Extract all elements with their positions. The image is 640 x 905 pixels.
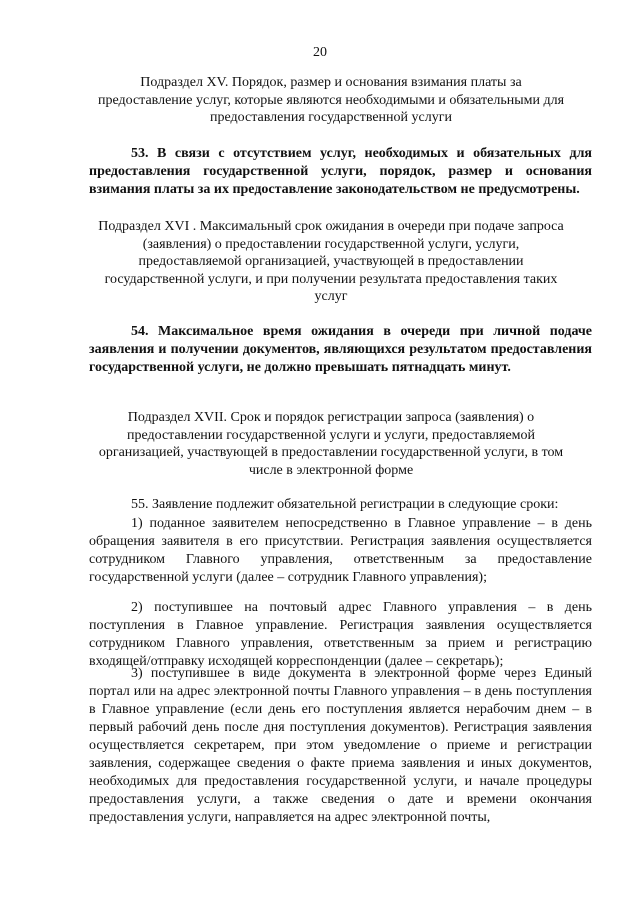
paragraph-55-item-1: 1) поданное заявителем непосредственно в Главное управление – в день обращения заявителя в его присутствии. Регистрация заявления осуществляется сотрудником Главного управления, ответственным за предоставление государственной услуги (далее – сотрудник Главного управления); [89, 516, 592, 585]
paragraph-55-item-3: 3) поступившее в виде документа в электронной форме через Единый портал или на адрес электронной почты Главного управления – в день поступления в Главное управление (если день его поступления является нерабочим днем – в первый рабочий день после дня поступления документов). Регистрация заявления осуществляется секретарем, при этом уведомление о приеме и регистрации заявления, содержащее сведения о факте приема заявления и иных документов, необходимых для предоставления государственной услуги, и начале процедуры предоставления услуги, а также сведения о дате и времени окончания предоставления услуги, направляется на адрес электронной почты, [89, 666, 592, 825]
paragraph-55-item-2: 2) поступившее на почтовый адрес Главного управления – в день поступления в Главное управление. Регистрация заявления осуществляется сотрудником Главного управления, ответственным за прием и регистрацию входящей/отправку исходящей корреспонденции (далее – секретарь); [89, 600, 592, 669]
section-16-heading: Подраздел XVI . Максимальный срок ожидания в очереди при подаче запроса (заявления) о предоставлении государственной услуги, услуги, предоставляемой организацией, участвующей в предоставлении государственной услуги, и при получении результата предоставления таких услуг [98, 219, 564, 304]
page-number: 20 [313, 45, 327, 60]
paragraph-54: 54. Максимальное время ожидания в очереди при личной подаче заявления и получении документов, являющихся результатом предоставления государственной услуги, не должно превышать пятнадцать минут. [89, 324, 592, 375]
paragraph-55-intro: 55. Заявление подлежит обязательной регистрации в следующие сроки: [131, 497, 559, 512]
section-15-heading: Подраздел XV. Порядок, размер и основания взимания платы за предоставление услуг, которые являются необходимыми и обязательными для предоставления государственной услуги [97, 75, 565, 125]
section-17-heading: Подраздел XVII. Срок и порядок регистрации запроса (заявления) о предоставлении государственной услуги и услуги, предоставляемой организацией, участвующей в предоставлении государственной услуги, в том числе в электронной форме [98, 410, 564, 478]
paragraph-53: 53. В связи с отсутствием услуг, необходимых и обязательных для предоставления государственной услуги, порядок, размер и основания взимания платы за их предоставление законодательством не предусмотрены. [89, 146, 592, 197]
